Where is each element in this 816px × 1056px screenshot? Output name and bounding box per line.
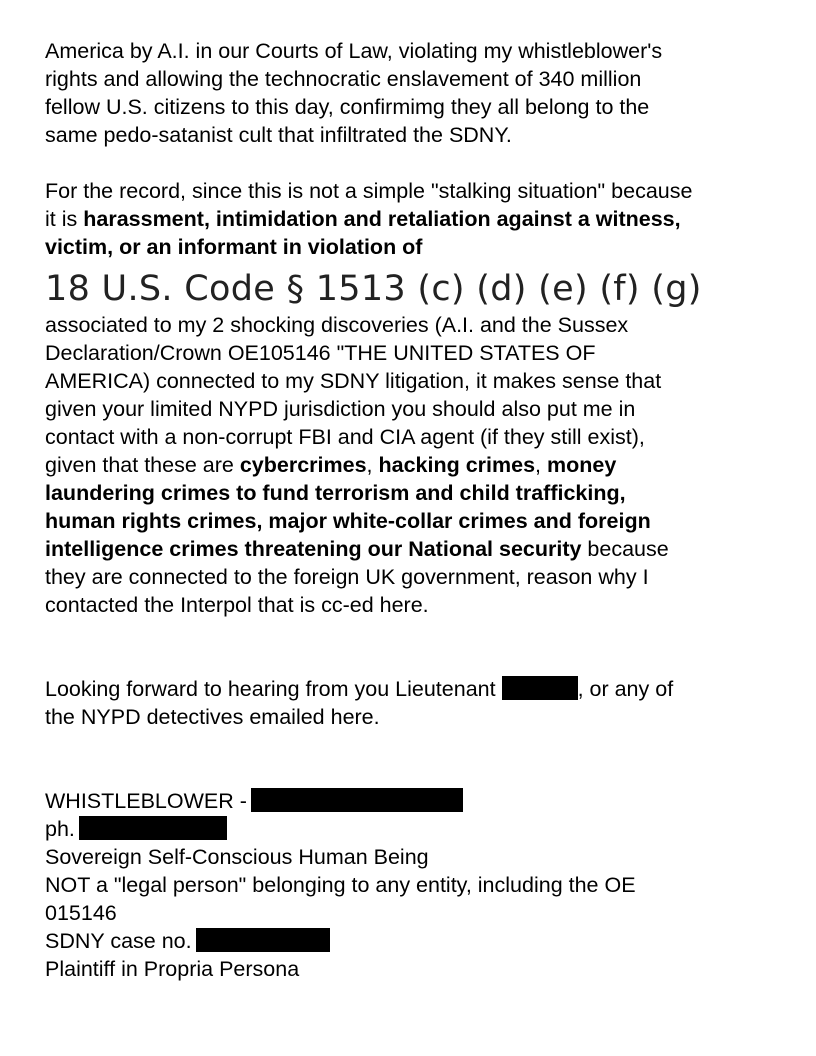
text-line: given your limited NYPD jurisdiction you should also put me in	[45, 397, 636, 421]
text-line: contacted the Interpol that is cc-ed here.	[45, 593, 429, 617]
bold-text: harassment	[83, 207, 204, 231]
text-line: Declaration/Crown OE105146 "THE UNITED STATES OF	[45, 341, 596, 365]
text-line: the NYPD detectives emailed here.	[45, 705, 380, 729]
spacer	[45, 619, 775, 675]
text-line	[45, 675, 775, 703]
phone-label: ph.	[45, 817, 75, 841]
text-line	[45, 787, 775, 815]
text-run: because	[581, 537, 669, 561]
text-run: given that these are	[45, 453, 240, 477]
text-line	[45, 815, 775, 843]
text-line: America by A.I. in our Courts of Law, violating my whistleblower's	[45, 39, 663, 63]
text-run: , or any of	[577, 677, 674, 701]
text-line: Sovereign Self-Conscious Human Being	[45, 845, 429, 869]
redaction-box	[196, 928, 330, 952]
paragraph-discoveries	[45, 311, 775, 619]
bold-text: victim, or an informant in violation of	[45, 235, 423, 259]
text-run: ,	[535, 453, 547, 477]
bold-text: intelligence crimes threatening our National security	[45, 537, 582, 561]
text-line: rights and allowing the technocratic enslavement of 340 million	[45, 67, 642, 91]
bold-text: laundering crimes to fund terrorism and child trafficking,	[45, 481, 626, 505]
bold-text: intimidation and retaliation against a witness,	[215, 207, 681, 231]
text-line: NOT a "legal person" belonging to any entity, including the OE	[45, 873, 636, 897]
text-line: Plaintiff in Propria Persona	[45, 957, 300, 981]
redaction-box	[502, 676, 578, 700]
text-line	[45, 927, 775, 955]
bold-text: money	[546, 453, 617, 477]
signature-title: WHISTLEBLOWER -	[45, 789, 247, 813]
bold-text: hacking crimes	[378, 453, 536, 477]
bold-text: cybercrimes	[239, 453, 367, 477]
signature-block	[45, 787, 775, 983]
spacer	[45, 731, 775, 787]
bold-text: ,	[203, 207, 216, 231]
text-run: Looking forward to hearing from you Lieutenant	[45, 677, 502, 701]
paragraph-record	[45, 177, 775, 261]
paragraph-courts	[45, 37, 775, 149]
text-line: contact with a non-corrupt FBI and CIA agent (if they still exist),	[45, 425, 645, 449]
case-label: SDNY case no.	[45, 929, 192, 953]
text-line: For the record, since this is not a simple "stalking situation" because	[45, 179, 693, 203]
text-line: 015146	[45, 901, 117, 925]
text-run: ,	[366, 453, 379, 477]
text-line	[45, 479, 775, 507]
text-line	[45, 233, 775, 261]
text-line: associated to my 2 shocking discoveries (A.I. and the Sussex	[45, 313, 629, 337]
text-line	[45, 451, 775, 479]
text-run: it is	[45, 207, 84, 231]
text-line: same pedo-satanist cult that infiltrated the SDNY.	[45, 123, 512, 147]
redaction-box	[251, 788, 463, 812]
text-line: AMERICA) connected to my SDNY litigation, it makes sense that	[45, 369, 662, 393]
text-line	[45, 205, 775, 233]
redaction-box	[79, 816, 227, 840]
spacer	[45, 149, 775, 177]
text-line	[45, 535, 775, 563]
paragraph-closing	[45, 675, 775, 731]
statute-heading: 18 U.S. Code § 1513 (c) (d) (e) (f) (g)	[45, 269, 702, 309]
text-line	[45, 507, 775, 535]
text-line: they are connected to the foreign UK government, reason why I	[45, 565, 649, 589]
document-page	[45, 37, 775, 983]
text-line: fellow U.S. citizens to this day, confirmimg they all belong to the	[45, 95, 650, 119]
bold-text: human rights crimes, major white-collar crimes and foreign	[45, 509, 651, 533]
